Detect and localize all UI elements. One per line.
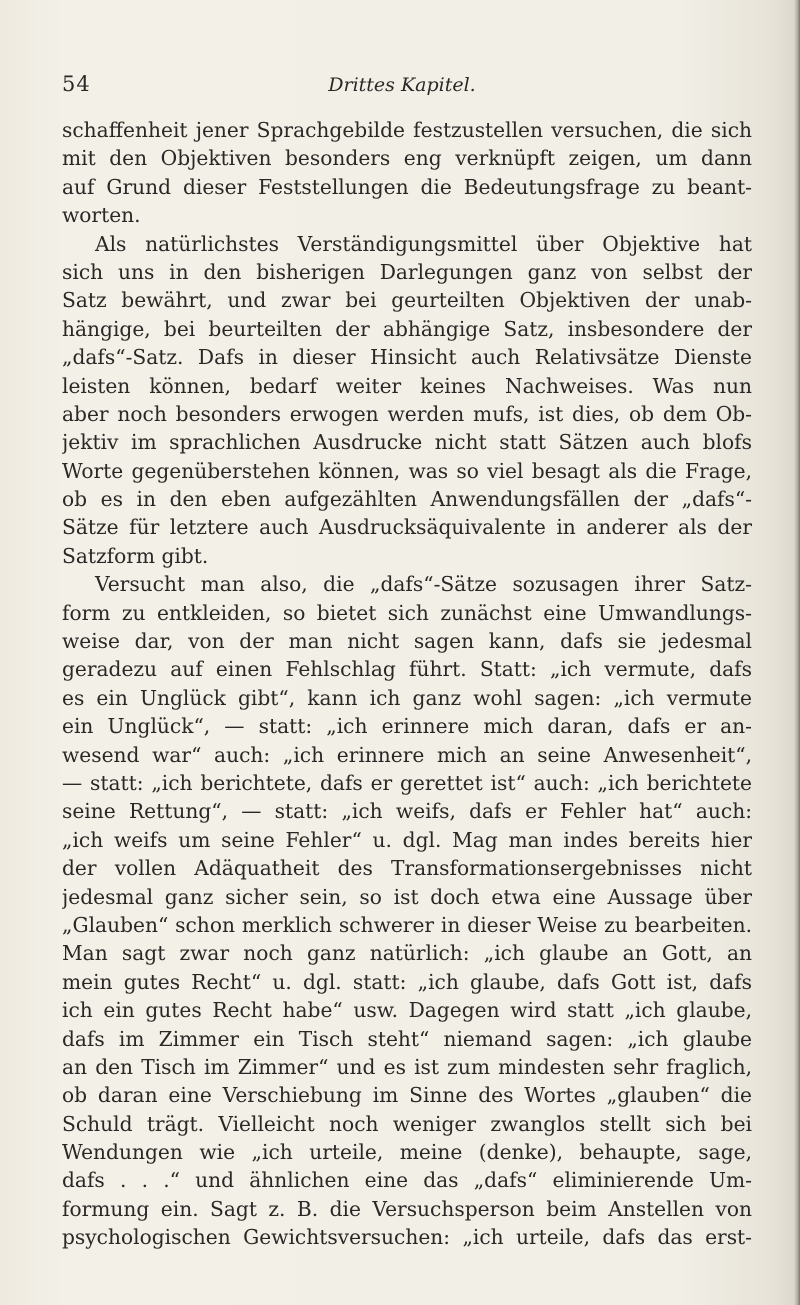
text-line: aber noch besonders erwogen werden mufs, ist dies, ob dem Ob- [62, 401, 752, 426]
page-edge-shadow [794, 0, 800, 1305]
text-line: Satzform gibt. [62, 543, 209, 568]
text-line: ob daran eine Verschiebung im Sinne des Wortes „glauben“ die [62, 1083, 752, 1108]
text-line: Versucht man also, die „dafs“-Sätze sozusagen ihrer Satz- [95, 572, 752, 597]
text-line: jedesmal ganz sicher sein, so ist doch etwa eine Aussage über [62, 884, 752, 909]
running-title: Drittes Kapitel. [328, 74, 476, 96]
text-line: weise dar, von der man nicht sagen kann, dafs sie jedesmal [62, 629, 752, 654]
text-line: es ein Unglück gibt“, kann ich ganz wohl sagen: „ich vermute [62, 685, 752, 710]
text-line: psychologischen Gewichtsversuchen: „ich urteile, dafs das erst- [62, 1225, 752, 1250]
text-line: auf Grund dieser Feststellungen die Bedeutungsfrage zu beant- [62, 174, 752, 199]
text-line: Man sagt zwar noch ganz natürlich: „ich glaube an Gott, an [62, 941, 752, 966]
text-line: „dafs“-Satz. Dafs in dieser Hinsicht auch Relativsätze Dienste [62, 345, 752, 370]
page-number: 54 [62, 72, 91, 96]
text-line: leisten können, bedarf weiter keines Nachweises. Was nun [62, 373, 752, 398]
text-line: worten. [62, 203, 141, 228]
text-line: dafs . . .“ und ähnlichen eine das „dafs“ eliminierende Um- [62, 1168, 752, 1193]
body-text [62, 116, 752, 1252]
text-line: Wendungen wie „ich urteile, meine (denke), behaupte, sage, [62, 1140, 752, 1165]
text-line: schaffenheit jener Sprachgebilde festzustellen versuchen, die sich [62, 118, 752, 142]
text-line: ich ein gutes Recht habe“ usw. Dagegen wird statt „ich glaube, [62, 998, 752, 1023]
text-line: ein Unglück“, — statt: „ich erinnere mich daran, dafs er an- [62, 714, 752, 739]
text-line: dafs im Zimmer ein Tisch steht“ niemand sagen: „ich glaube [62, 1026, 752, 1051]
page-header [62, 72, 742, 102]
text-line: wesend war“ auch: „ich erinnere mich an seine Anwesenheit“, [62, 742, 752, 767]
text-line: form zu entkleiden, so bietet sich zunächst eine Umwandlungs- [62, 600, 752, 625]
text-line: „ich weifs um seine Fehler“ u. dgl. Mag man indes bereits hier [62, 827, 752, 852]
text-line: formung ein. Sagt z. B. die Versuchsperson beim Anstellen von [62, 1196, 752, 1221]
text-line: hängige, bei beurteilten der abhängige Satz, insbesondere der [62, 316, 752, 341]
text-line: der vollen Adäquatheit des Transformationsergebnisses nicht [62, 856, 752, 881]
text-line: Satz bewährt, und zwar bei geurteilten Objektiven der unab- [62, 288, 752, 313]
text-line: geradezu auf einen Fehlschlag führt. Statt: „ich vermute, dafs [62, 657, 752, 682]
text-line: Als natürlichstes Verständigungsmittel über Objektive hat [95, 231, 752, 256]
text-line: sich uns in den bisherigen Darlegungen ganz von selbst der [62, 259, 752, 284]
text-line: Worte gegenüberstehen können, was so viel besagt als die Frage, [62, 458, 752, 483]
text-line: an den Tisch im Zimmer“ und es ist zum mindesten sehr fraglich, [62, 1054, 752, 1079]
text-line: „Glauben“ schon merklich schwerer in dieser Weise zu bearbeiten. [62, 912, 752, 937]
text-line: jektiv im sprachlichen Ausdrucke nicht statt Sätzen auch blofs [62, 430, 752, 455]
text-line: mit den Objektiven besonders eng verknüpft zeigen, um dann [62, 146, 752, 171]
text-line: ob es in den eben aufgezählten Anwendungsfällen der „dafs“- [62, 487, 752, 512]
text-line: — statt: „ich berichtete, dafs er gerettet ist“ auch: „ich berichtete [62, 770, 752, 795]
text-line: seine Rettung“, — statt: „ich weifs, dafs er Fehler hat“ auch: [62, 799, 752, 824]
text-line: Sätze für letztere auch Ausdrucksäquivalente in anderer als der [62, 515, 752, 540]
text-line: mein gutes Recht“ u. dgl. statt: „ich glaube, dafs Gott ist, dafs [62, 969, 752, 994]
text-line: Schuld trägt. Vielleicht noch weniger zwanglos stellt sich bei [62, 1111, 752, 1136]
